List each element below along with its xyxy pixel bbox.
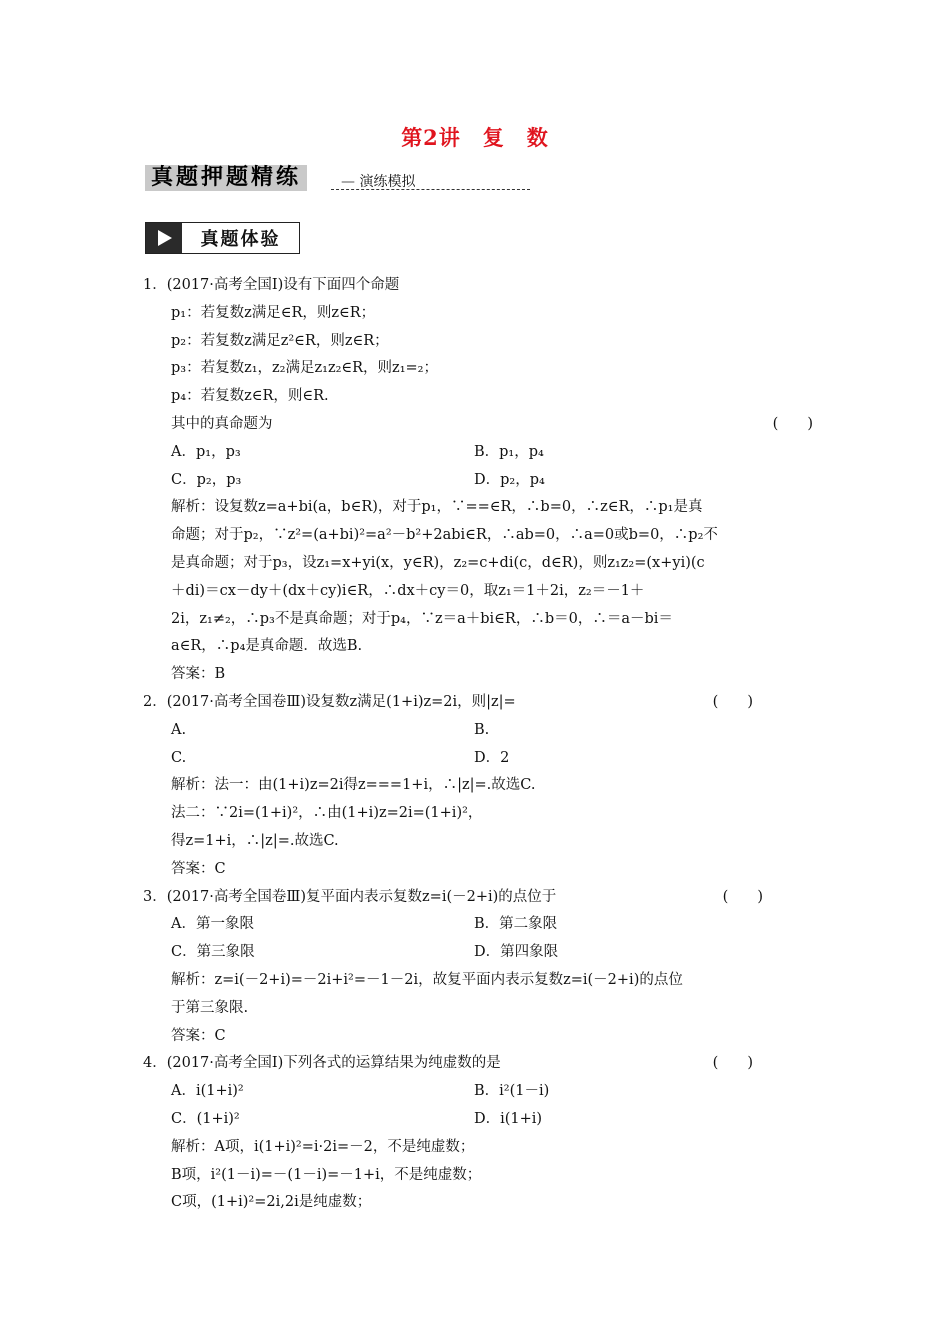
q2-solution-3: 得z=1+i，∴|z|=.故选C. — [171, 832, 339, 849]
q4-solution-1: 解析：A项，i(1+i)²=i·2i=－2，不是纯虚数； — [171, 1138, 475, 1155]
q1-ask — [143, 411, 813, 439]
q4-option-c: C．(1+i)² — [171, 1110, 240, 1127]
q2-options-ab — [143, 717, 813, 745]
q1-solution-6: a∈R，∴p₄是真命题．故选B. — [171, 638, 363, 655]
q2-options-cd — [143, 745, 813, 773]
q3-answer: 答案：C — [171, 1027, 226, 1044]
q3-option-d: D．第四象限 — [474, 944, 559, 961]
q1-answer: 答案：B — [171, 666, 226, 683]
q1-solution-4: ＋di)＝cx－dy＋(dx＋cy)i∈R，∴dx＋cy＝0，取z₁＝1＋2i，z₂＝－1＋ — [171, 582, 645, 599]
q2-solution-2: 法二：∵2i=(1+i)²，∴由(1+i)z=2i=(1+i)²， — [171, 805, 483, 822]
q1-option-d: D．p₂，p₄ — [474, 471, 545, 488]
q4-stem: 4．(2017·高考全国Ⅰ)下列各式的运算结果为纯虚数的是 — [143, 1055, 501, 1072]
q2-answer-paren: ( ) — [712, 693, 753, 710]
q1-solution-2: 命题；对于p₂，∵z²=(a+bi)²=a²－b²+2abi∈R，∴ab=0，∴a=0或b=0，∴p₂不 — [171, 527, 718, 544]
q3-options-cd — [143, 939, 813, 967]
q4-answer-paren: ( ) — [712, 1055, 753, 1072]
q4-option-d: D．i(1+i) — [474, 1110, 543, 1127]
q1-solution-1: 解析：设复数z=a+bi(a，b∈R)，对于p₁，∵==∈R，∴b=0，∴z∈R，∴p₁是真 — [171, 499, 703, 516]
q1-p4: p₄：若复数z∈R，则∈R. — [171, 388, 329, 405]
q3-solution-2: 于第三象限. — [171, 999, 249, 1016]
q3-stem-row — [143, 884, 813, 912]
lecture-title: 第2讲 复 数 — [401, 125, 549, 150]
q4-options-ab — [143, 1078, 813, 1106]
q4-option-a: A．i(1+i)² — [171, 1083, 244, 1100]
q3-option-c: C．第三象限 — [171, 944, 255, 961]
q2-stem-row — [143, 689, 813, 717]
q1-options-cd — [143, 467, 813, 495]
q1-option-a: A．p₁，p₃ — [171, 443, 241, 460]
q2-solution-1: 解析：法一：由(1+i)z=2i得z===1+i，∴|z|=.故选C. — [171, 777, 536, 794]
q4-option-b: B．i²(1－i) — [474, 1083, 550, 1100]
q3-solution-1: 解析：z=i(－2+i)=－2i+i²=－1－2i，故复平面内表示复数z=i(－2+i)的点位 — [171, 971, 683, 988]
q1-solution-5: 2i，z₁≠₂，∴p₃不是真命题；对于p₄，∵z＝a＋bi∈R，∴b＝0，∴＝a－bi＝ — [171, 610, 673, 627]
q4-solution-2: B项，i²(1－i)=－(1－i)=－1+i，不是纯虚数； — [171, 1166, 482, 1183]
q3-option-a: A．第一象限 — [171, 916, 254, 933]
q2-stem: 2．(2017·高考全国卷Ⅲ)设复数z满足(1+i)z=2i，则|z|= — [143, 693, 516, 710]
q2-option-a: A. — [171, 721, 187, 738]
section-banner — [145, 163, 530, 195]
q4-stem-row — [143, 1050, 813, 1078]
q1-stem: 1．(2017·高考全国Ⅰ)设有下面四个命题 — [143, 277, 400, 293]
banner-sub: — 演练模拟 — [341, 171, 415, 191]
q3-stem: 3．(2017·高考全国卷Ⅲ)复平面内表示复数z=i(－2+i)的点位于 — [143, 888, 557, 905]
q1-ask-text: 其中的真命题为 — [171, 415, 273, 432]
q1-p3: p₃：若复数z₁，z₂满足z₁z₂∈R，则z₁=₂； — [171, 360, 438, 377]
q2-answer: 答案：C — [171, 860, 226, 877]
section-header-label: 真题体验 — [200, 229, 281, 250]
q4-solution-3: C项，(1+i)²=2i,2i是纯虚数； — [171, 1194, 372, 1211]
q1-options-ab — [143, 439, 813, 467]
banner-main: 真题押题精练 — [145, 165, 307, 191]
q1-p1: p₁：若复数z满足∈R，则z∈R； — [171, 304, 376, 321]
q2-option-d: D．2 — [474, 749, 510, 766]
q3-option-b: B．第二象限 — [474, 916, 558, 933]
q3-answer-paren: ( ) — [722, 888, 763, 905]
q2-option-b: B. — [474, 721, 490, 738]
q2-option-c: C. — [171, 749, 187, 766]
questions — [143, 272, 813, 1217]
play-arrow-icon — [146, 223, 182, 253]
q1-answer-paren: ( ) — [772, 415, 813, 432]
q1-option-c: C．p₂，p₃ — [171, 471, 242, 488]
section-header — [145, 222, 300, 254]
q3-options-ab — [143, 911, 813, 939]
q1-option-b: B．p₁，p₄ — [474, 443, 544, 460]
q1-solution-3: 是真命题；对于p₃，设z₁=x+yi(x，y∈R)，z₂=c+di(c，d∈R)，则z₁z₂=(x+yi)(c — [171, 554, 705, 571]
q1-p2: p₂：若复数z满足z²∈R，则z∈R； — [171, 332, 389, 349]
q4-options-cd — [143, 1106, 813, 1134]
